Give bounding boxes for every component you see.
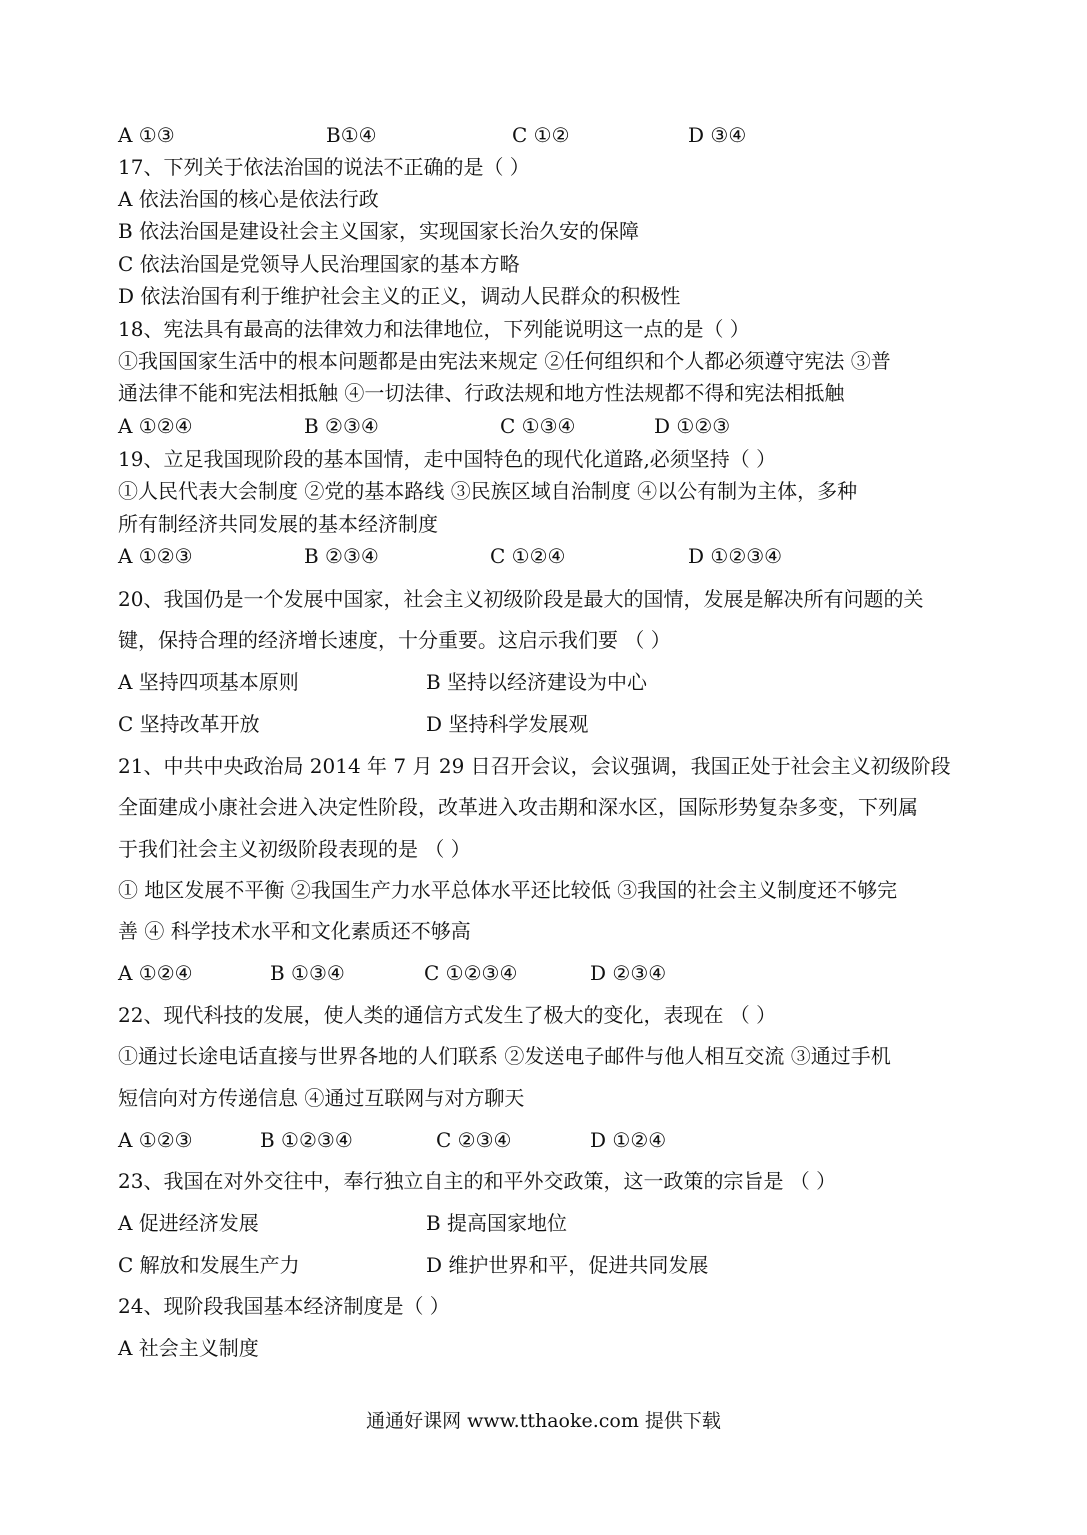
q22-stem: 22、现代科技的发展，使人类的通信方式发生了极大的变化，表现在 （ ） xyxy=(118,1003,777,1027)
q19-items-line-2: 所有制经济共同发展的基本经济制度 xyxy=(118,512,438,536)
q21-items-line-1: ① 地区发展不平衡 ②我国生产力水平总体水平还比较低 ③我国的社会主义制度还不够完 xyxy=(118,878,898,902)
q23-option-a: A 促进经济发展 xyxy=(118,1211,259,1235)
q24-stem: 24、现阶段我国基本经济制度是（ ） xyxy=(118,1294,450,1318)
q20-stem-line-2: 键，保持合理的经济增长速度，十分重要。这启示我们要 （ ） xyxy=(118,628,671,652)
q21-option-b: B ①③④ xyxy=(270,961,345,985)
q18-option-d: D ①②③ xyxy=(654,414,731,438)
q17-option-d: D 依法治国有利于维护社会主义的正义，调动人民群众的积极性 xyxy=(118,284,681,308)
q21-option-a: A ①②④ xyxy=(118,961,193,985)
q18-stem: 18、宪法具有最高的法律效力和法律地位，下列能说明这一点的是（ ） xyxy=(118,317,750,341)
q16-option-d: D ③④ xyxy=(688,123,747,147)
q23-option-d: D 维护世界和平，促进共同发展 xyxy=(426,1253,709,1277)
q23-option-b: B 提高国家地位 xyxy=(426,1211,568,1235)
q17-option-a: A 依法治国的核心是依法行政 xyxy=(118,187,379,211)
q18-option-a: A ①②④ xyxy=(118,414,193,438)
q17-option-b: B 依法治国是建设社会主义国家，实现国家长治久安的保障 xyxy=(118,219,640,243)
q19-option-d: D ①②③④ xyxy=(688,544,783,568)
q22-items-line-2: 短信向对方传递信息 ④通过互联网与对方聊天 xyxy=(118,1086,525,1110)
q20-option-b: B 坚持以经济建设为中心 xyxy=(426,670,648,694)
q16-option-b: B①④ xyxy=(326,123,377,147)
q23-stem: 23、我国在对外交往中，奉行独立自主的和平外交政策，这一政策的宗旨是 （ ） xyxy=(118,1169,837,1193)
q24-option-a: A 社会主义制度 xyxy=(118,1336,259,1360)
q19-items-line-1: ①人民代表大会制度 ②党的基本路线 ③民族区域自治制度 ④以公有制为主体，多种 xyxy=(118,479,858,503)
q19-option-a: A ①②③ xyxy=(118,544,193,568)
q22-option-c: C ②③④ xyxy=(436,1128,512,1152)
q19-stem: 19、立足我国现阶段的基本国情，走中国特色的现代化道路,必须坚持（ ） xyxy=(118,447,777,471)
q19-option-b: B ②③④ xyxy=(304,544,379,568)
q20-stem-line-1: 20、我国仍是一个发展中国家，社会主义初级阶段是最大的国情，发展是解决所有问题的关 xyxy=(118,587,924,611)
q21-stem-line-3: 于我们社会主义初级阶段表现的是 （ ） xyxy=(118,837,471,861)
q18-items-line-1: ①我国国家生活中的根本问题都是由宪法来规定 ②任何组织和个人都必须遵守宪法 ③普 xyxy=(118,349,891,373)
q22-option-d: D ①②④ xyxy=(590,1128,667,1152)
q16-option-c: C ①② xyxy=(512,123,570,147)
q18-items-line-2: 通法律不能和宪法相抵触 ④一切法律、行政法规和地方性法规都不得和宪法相抵触 xyxy=(118,381,845,405)
q22-option-a: A ①②③ xyxy=(118,1128,193,1152)
q20-option-c: C 坚持改革开放 xyxy=(118,712,260,736)
q21-stem-line-2: 全面建成小康社会进入决定性阶段，改革进入攻击期和深水区，国际形势复杂多变，下列属 xyxy=(118,795,918,819)
q22-items-line-1: ①通过长途电话直接与世界各地的人们联系 ②发送电子邮件与他人相互交流 ③通过手机 xyxy=(118,1044,891,1068)
q23-option-c: C 解放和发展生产力 xyxy=(118,1253,300,1277)
q19-option-c: C ①②④ xyxy=(490,544,566,568)
q18-option-c: C ①③④ xyxy=(500,414,576,438)
q21-option-d: D ②③④ xyxy=(590,961,667,985)
q17-stem: 17、下列关于依法治国的说法不正确的是（ ） xyxy=(118,155,530,179)
q20-option-a: A 坚持四项基本原则 xyxy=(118,670,299,694)
q20-option-d: D 坚持科学发展观 xyxy=(426,712,589,736)
q16-option-a: A ①③ xyxy=(118,123,175,147)
page-footer: 通通好课网 www.tthaoke.com 提供下载 xyxy=(366,1410,721,1432)
q18-option-b: B ②③④ xyxy=(304,414,379,438)
q22-option-b: B ①②③④ xyxy=(260,1128,353,1152)
q21-option-c: C ①②③④ xyxy=(424,961,518,985)
q21-stem-line-1: 21、中共中央政治局 2014 年 7 月 29 日召开会议，会议强调，我国正处于社会主义初级阶段 xyxy=(118,754,951,778)
q21-items-line-2: 善 ④ 科学技术水平和文化素质还不够高 xyxy=(118,919,471,943)
q17-option-c: C 依法治国是党领导人民治理国家的基本方略 xyxy=(118,252,520,276)
